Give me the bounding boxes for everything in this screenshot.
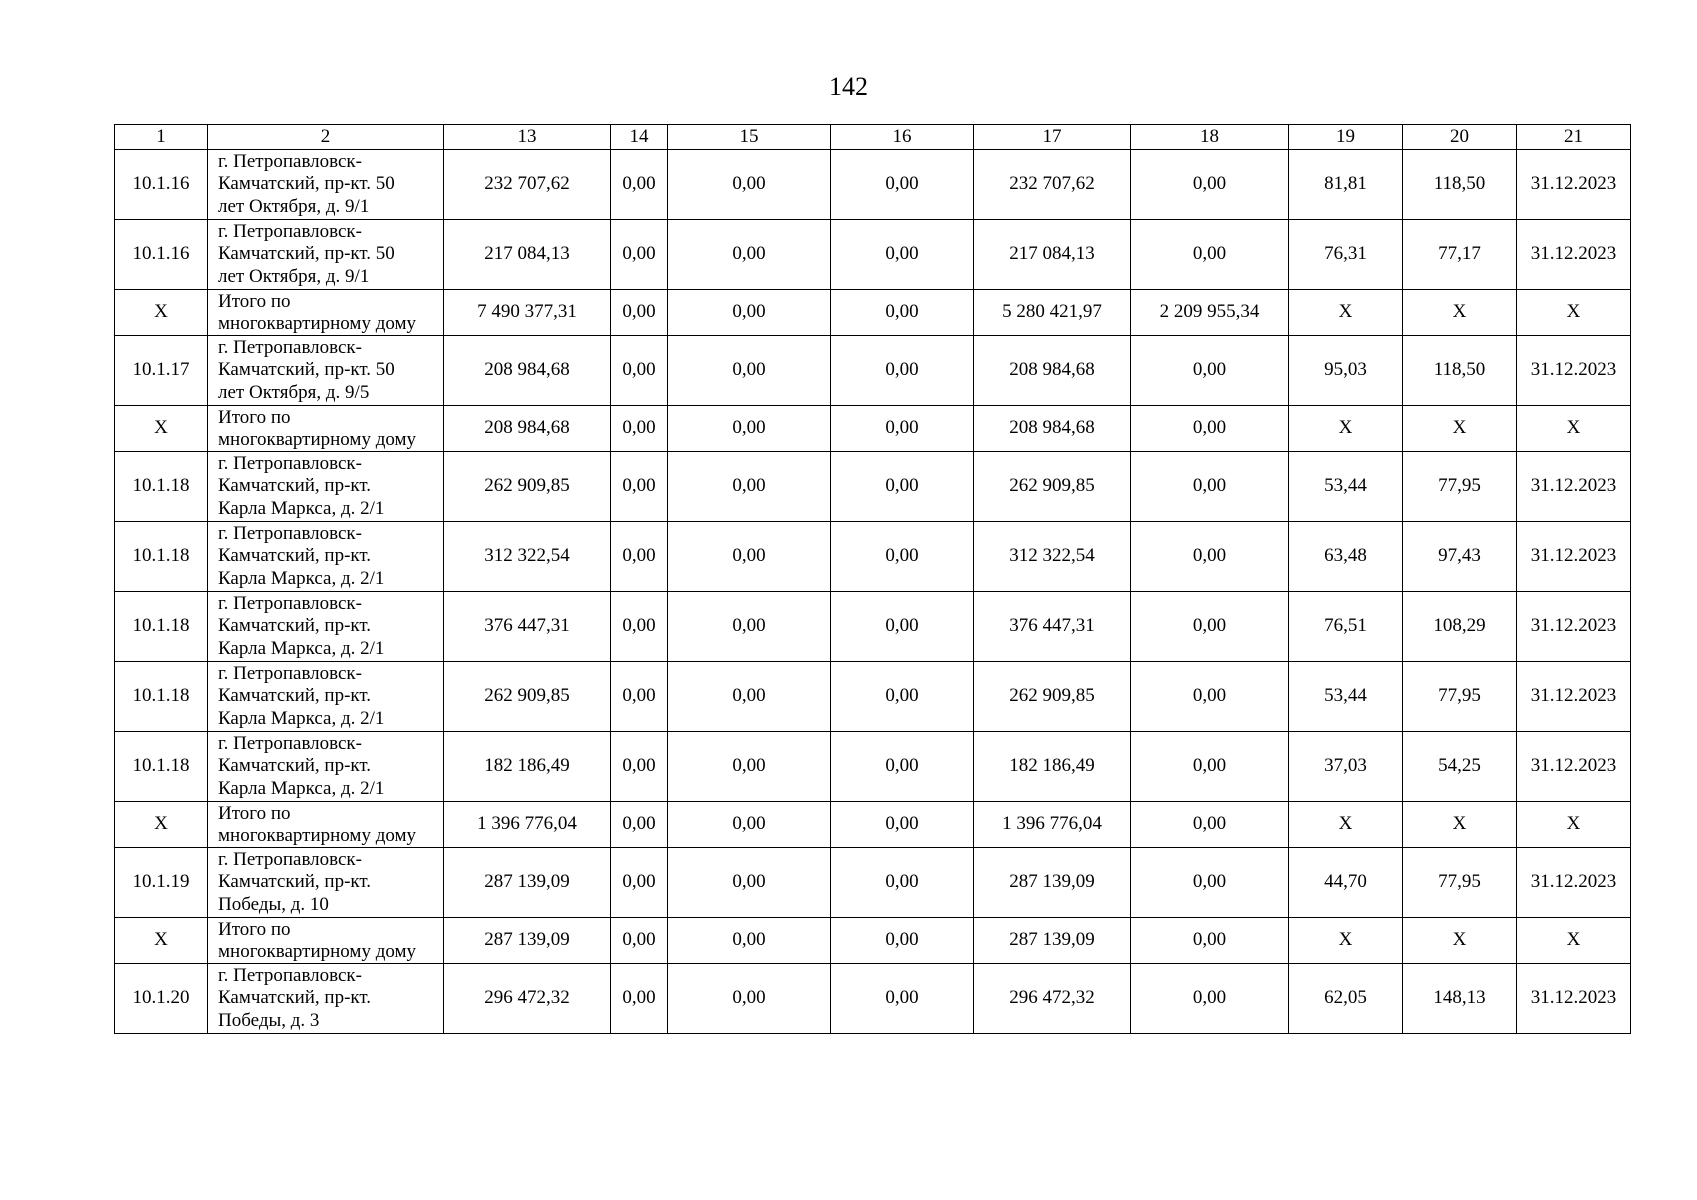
cell-col-21: 31.12.2023 [1517, 848, 1631, 918]
cell-col-19: 63,48 [1289, 522, 1403, 592]
cell-col-16: 0,00 [831, 918, 974, 964]
cell-col-17: 312 322,54 [974, 522, 1131, 592]
address-line: г. Петропавловск- [218, 522, 362, 544]
cell-col-21: 31.12.2023 [1517, 964, 1631, 1034]
cell-col-17: 296 472,32 [974, 964, 1131, 1034]
cell-col-20: Х [1403, 918, 1517, 964]
address-line: Итого по [218, 918, 291, 940]
column-header-17: 17 [974, 125, 1131, 150]
cell-col-21: Х [1517, 802, 1631, 848]
cell-col-13: 376 447,31 [444, 592, 611, 662]
cell-col-18: 0,00 [1131, 220, 1289, 290]
cell-col-13: 182 186,49 [444, 732, 611, 802]
address-line: Камчатский, пр-кт. [218, 755, 372, 777]
address-line: г. Петропавловск- [218, 452, 362, 474]
cell-row-number: 10.1.18 [115, 522, 208, 592]
address-line: Карла Маркса, д. 2/1 [218, 497, 385, 519]
address-line: лет Октября, д. 9/1 [218, 195, 370, 217]
cell-col-17: 208 984,68 [974, 336, 1131, 406]
cell-address [208, 662, 444, 732]
table-row [115, 522, 1631, 592]
address-line: Камчатский, пр-кт. [218, 987, 372, 1009]
address-line: Камчатский, пр-кт. [218, 685, 372, 707]
cell-col-14: 0,00 [611, 406, 668, 452]
address-line: г. Петропавловск- [218, 150, 362, 172]
cell-col-14: 0,00 [611, 290, 668, 336]
cell-address [208, 336, 444, 406]
cell-col-16: 0,00 [831, 290, 974, 336]
cell-col-13: 217 084,13 [444, 220, 611, 290]
cell-col-17: 287 139,09 [974, 918, 1131, 964]
cell-address [208, 406, 444, 452]
table-row [115, 592, 1631, 662]
cell-address [208, 290, 444, 336]
cell-col-18: 0,00 [1131, 522, 1289, 592]
cell-address [208, 848, 444, 918]
cell-col-21: 31.12.2023 [1517, 150, 1631, 220]
cell-row-number: 10.1.18 [115, 452, 208, 522]
cell-col-15: 0,00 [668, 452, 831, 522]
address-line: лет Октября, д. 9/1 [218, 265, 370, 287]
cell-address [208, 918, 444, 964]
address-line: г. Петропавловск- [218, 662, 362, 684]
address-line: г. Петропавловск- [218, 964, 362, 986]
cell-col-14: 0,00 [611, 662, 668, 732]
cell-row-number: Х [115, 918, 208, 964]
cell-col-16: 0,00 [831, 802, 974, 848]
address-line: лет Октября, д. 9/5 [218, 381, 370, 403]
cell-col-21: 31.12.2023 [1517, 220, 1631, 290]
cell-col-20: Х [1403, 406, 1517, 452]
cell-col-15: 0,00 [668, 522, 831, 592]
cell-col-17: 376 447,31 [974, 592, 1131, 662]
address-line: Карла Маркса, д. 2/1 [218, 777, 385, 799]
cell-col-15: 0,00 [668, 336, 831, 406]
cell-col-15: 0,00 [668, 964, 831, 1034]
cell-col-20: 148,13 [1403, 964, 1517, 1034]
cell-col-19: Х [1289, 290, 1403, 336]
cell-col-14: 0,00 [611, 848, 668, 918]
cell-col-19: 62,05 [1289, 964, 1403, 1034]
cell-col-13: 7 490 377,31 [444, 290, 611, 336]
cell-col-17: 262 909,85 [974, 452, 1131, 522]
cell-col-16: 0,00 [831, 452, 974, 522]
address-line: Камчатский, пр-кт. [218, 871, 372, 893]
cell-col-13: 232 707,62 [444, 150, 611, 220]
address-line: Итого по [218, 406, 291, 428]
column-header-19: 19 [1289, 125, 1403, 150]
cell-col-20: 118,50 [1403, 336, 1517, 406]
table-row [115, 918, 1631, 964]
cell-col-18: 0,00 [1131, 964, 1289, 1034]
cell-col-15: 0,00 [668, 848, 831, 918]
cell-col-14: 0,00 [611, 452, 668, 522]
cell-col-14: 0,00 [611, 220, 668, 290]
cell-col-14: 0,00 [611, 732, 668, 802]
table-row [115, 336, 1631, 406]
cell-col-21: 31.12.2023 [1517, 592, 1631, 662]
cell-col-15: 0,00 [668, 290, 831, 336]
cell-col-14: 0,00 [611, 592, 668, 662]
cell-col-17: 232 707,62 [974, 150, 1131, 220]
address-line: Камчатский, пр-кт. 50 [218, 359, 395, 381]
cell-row-number: Х [115, 406, 208, 452]
cell-col-21: Х [1517, 290, 1631, 336]
cell-row-number: 10.1.17 [115, 336, 208, 406]
cell-address [208, 150, 444, 220]
cell-col-13: 287 139,09 [444, 918, 611, 964]
address-line: Камчатский, пр-кт. 50 [218, 243, 395, 265]
cell-col-19: Х [1289, 802, 1403, 848]
cell-row-number: 10.1.16 [115, 220, 208, 290]
address-line: многоквартирному дому [218, 428, 417, 450]
cell-col-19: 95,03 [1289, 336, 1403, 406]
cell-col-16: 0,00 [831, 220, 974, 290]
cell-col-21: Х [1517, 918, 1631, 964]
cell-col-18: 0,00 [1131, 662, 1289, 732]
table-row [115, 964, 1631, 1034]
table-row [115, 452, 1631, 522]
cell-col-16: 0,00 [831, 732, 974, 802]
cell-col-17: 182 186,49 [974, 732, 1131, 802]
cell-col-16: 0,00 [831, 964, 974, 1034]
cell-col-20: 77,95 [1403, 848, 1517, 918]
column-header-2: 2 [208, 125, 444, 150]
cell-col-19: 37,03 [1289, 732, 1403, 802]
cell-col-17: 5 280 421,97 [974, 290, 1131, 336]
cell-col-21: 31.12.2023 [1517, 522, 1631, 592]
address-line: многоквартирному дому [218, 824, 417, 846]
cell-col-13: 262 909,85 [444, 662, 611, 732]
header-row [115, 125, 1631, 150]
cell-col-13: 296 472,32 [444, 964, 611, 1034]
cell-col-16: 0,00 [831, 522, 974, 592]
cell-col-20: Х [1403, 802, 1517, 848]
cell-col-20: 77,95 [1403, 662, 1517, 732]
cell-address [208, 964, 444, 1034]
cell-col-16: 0,00 [831, 406, 974, 452]
table-body [115, 150, 1631, 1034]
table-row [115, 848, 1631, 918]
cell-address [208, 732, 444, 802]
cell-col-17: 1 396 776,04 [974, 802, 1131, 848]
cell-address [208, 522, 444, 592]
cell-col-13: 1 396 776,04 [444, 802, 611, 848]
address-line: г. Петропавловск- [218, 336, 362, 358]
column-header-18: 18 [1131, 125, 1289, 150]
cell-col-21: Х [1517, 406, 1631, 452]
cell-col-18: 0,00 [1131, 592, 1289, 662]
cell-col-17: 208 984,68 [974, 406, 1131, 452]
cell-col-18: 2 209 955,34 [1131, 290, 1289, 336]
cell-address [208, 592, 444, 662]
cell-col-20: 118,50 [1403, 150, 1517, 220]
cell-col-15: 0,00 [668, 406, 831, 452]
cell-col-14: 0,00 [611, 336, 668, 406]
address-line: Победы, д. 10 [218, 893, 329, 915]
address-line: Камчатский, пр-кт. [218, 545, 372, 567]
cell-col-13: 208 984,68 [444, 336, 611, 406]
cell-row-number: 10.1.20 [115, 964, 208, 1034]
address-line: многоквартирному дому [218, 312, 417, 334]
cell-col-20: 77,17 [1403, 220, 1517, 290]
table-row [115, 406, 1631, 452]
column-header-1: 1 [115, 125, 208, 150]
cell-col-14: 0,00 [611, 522, 668, 592]
table-row [115, 732, 1631, 802]
cell-col-18: 0,00 [1131, 918, 1289, 964]
cell-address [208, 452, 444, 522]
cell-col-20: 108,29 [1403, 592, 1517, 662]
address-line: многоквартирному дому [218, 940, 417, 962]
address-line: Карла Маркса, д. 2/1 [218, 567, 385, 589]
cell-col-20: 54,25 [1403, 732, 1517, 802]
cell-col-21: 31.12.2023 [1517, 732, 1631, 802]
address-line: Камчатский, пр-кт. 50 [218, 173, 395, 195]
cell-col-13: 208 984,68 [444, 406, 611, 452]
address-line: г. Петропавловск- [218, 220, 362, 242]
cell-col-13: 312 322,54 [444, 522, 611, 592]
cell-col-18: 0,00 [1131, 732, 1289, 802]
cell-col-19: Х [1289, 406, 1403, 452]
cell-col-19: 53,44 [1289, 452, 1403, 522]
column-header-21: 21 [1517, 125, 1631, 150]
address-line: Карла Маркса, д. 2/1 [218, 637, 385, 659]
cell-col-17: 217 084,13 [974, 220, 1131, 290]
column-header-15: 15 [668, 125, 831, 150]
address-line: Итого по [218, 290, 291, 312]
address-line: Камчатский, пр-кт. [218, 615, 372, 637]
cell-address [208, 802, 444, 848]
cell-col-19: 44,70 [1289, 848, 1403, 918]
cell-col-16: 0,00 [831, 150, 974, 220]
cell-col-14: 0,00 [611, 802, 668, 848]
cell-row-number: Х [115, 802, 208, 848]
cell-col-15: 0,00 [668, 918, 831, 964]
register-table [114, 124, 1631, 1034]
address-line: Карла Маркса, д. 2/1 [218, 707, 385, 729]
cell-col-15: 0,00 [668, 220, 831, 290]
page-number: 142 [829, 72, 868, 101]
table-row [115, 662, 1631, 732]
cell-col-18: 0,00 [1131, 848, 1289, 918]
cell-col-19: Х [1289, 918, 1403, 964]
cell-col-17: 287 139,09 [974, 848, 1131, 918]
cell-address [208, 220, 444, 290]
cell-col-14: 0,00 [611, 918, 668, 964]
table-row [115, 290, 1631, 336]
address-line: г. Петропавловск- [218, 592, 362, 614]
table-row [115, 220, 1631, 290]
cell-col-18: 0,00 [1131, 802, 1289, 848]
cell-col-20: Х [1403, 290, 1517, 336]
column-header-13: 13 [444, 125, 611, 150]
cell-col-16: 0,00 [831, 336, 974, 406]
cell-col-16: 0,00 [831, 848, 974, 918]
cell-col-15: 0,00 [668, 802, 831, 848]
cell-col-19: 76,51 [1289, 592, 1403, 662]
cell-col-13: 287 139,09 [444, 848, 611, 918]
cell-col-18: 0,00 [1131, 150, 1289, 220]
column-header-14: 14 [611, 125, 668, 150]
address-line: Победы, д. 3 [218, 1009, 320, 1031]
cell-col-15: 0,00 [668, 150, 831, 220]
table-row [115, 802, 1631, 848]
cell-col-21: 31.12.2023 [1517, 452, 1631, 522]
cell-row-number: 10.1.18 [115, 732, 208, 802]
cell-row-number: 10.1.18 [115, 662, 208, 732]
column-header-20: 20 [1403, 125, 1517, 150]
address-line: г. Петропавловск- [218, 848, 362, 870]
address-line: Камчатский, пр-кт. [218, 475, 372, 497]
cell-col-15: 0,00 [668, 662, 831, 732]
cell-row-number: Х [115, 290, 208, 336]
address-line: Итого по [218, 802, 291, 824]
cell-col-13: 262 909,85 [444, 452, 611, 522]
cell-col-20: 97,43 [1403, 522, 1517, 592]
cell-col-19: 81,81 [1289, 150, 1403, 220]
cell-col-18: 0,00 [1131, 452, 1289, 522]
cell-col-15: 0,00 [668, 592, 831, 662]
address-line: г. Петропавловск- [218, 732, 362, 754]
cell-row-number: 10.1.19 [115, 848, 208, 918]
table-row [115, 150, 1631, 220]
cell-col-19: 53,44 [1289, 662, 1403, 732]
cell-col-14: 0,00 [611, 964, 668, 1034]
cell-row-number: 10.1.16 [115, 150, 208, 220]
cell-col-18: 0,00 [1131, 336, 1289, 406]
cell-col-19: 76,31 [1289, 220, 1403, 290]
cell-col-20: 77,95 [1403, 452, 1517, 522]
column-header-16: 16 [831, 125, 974, 150]
cell-col-21: 31.12.2023 [1517, 662, 1631, 732]
cell-col-16: 0,00 [831, 662, 974, 732]
cell-col-21: 31.12.2023 [1517, 336, 1631, 406]
cell-col-15: 0,00 [668, 732, 831, 802]
cell-col-18: 0,00 [1131, 406, 1289, 452]
cell-col-14: 0,00 [611, 150, 668, 220]
cell-col-16: 0,00 [831, 592, 974, 662]
cell-row-number: 10.1.18 [115, 592, 208, 662]
cell-col-17: 262 909,85 [974, 662, 1131, 732]
